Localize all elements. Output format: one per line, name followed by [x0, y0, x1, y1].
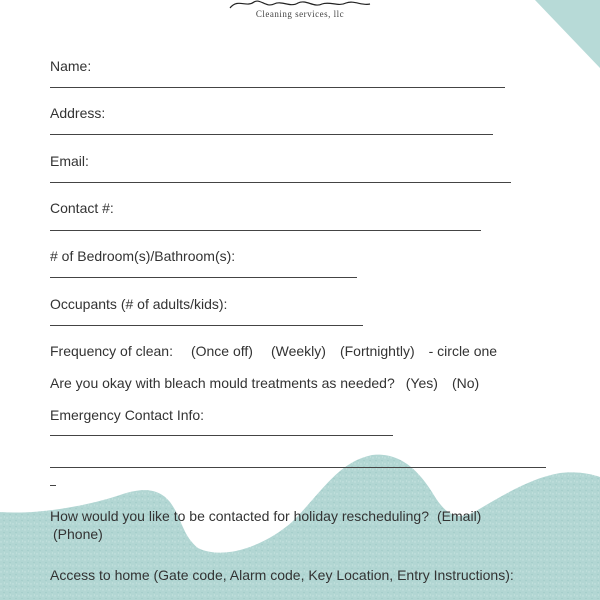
occupants-label: Occupants (# of adults/kids):	[50, 296, 228, 312]
company-subtitle: Cleaning services, llc	[255, 9, 345, 19]
contact-field-line[interactable]	[50, 230, 481, 231]
frequency-note: - circle one	[428, 343, 498, 359]
holiday-row	[50, 508, 481, 524]
contact-label: Contact #:	[50, 200, 114, 216]
name-label: Name:	[50, 58, 92, 74]
frequency-row	[50, 343, 497, 359]
bleach-question: Are you okay with bleach mould treatments as needed?	[50, 375, 395, 391]
access-label: Access to home (Gate code, Alarm code, Key Location, Entry Instructions):	[50, 567, 514, 583]
emergency-field-line-1[interactable]	[50, 435, 393, 436]
emergency-field-stub	[50, 485, 56, 486]
emergency-label: Emergency Contact Info:	[50, 407, 205, 423]
email-field-line[interactable]	[50, 182, 511, 183]
rooms-field-line[interactable]	[50, 277, 357, 278]
address-field-line[interactable]	[50, 134, 493, 135]
name-field-line[interactable]	[50, 87, 505, 88]
address-label: Address:	[50, 105, 106, 121]
frequency-option-weekly[interactable]: (Weekly)	[270, 343, 326, 359]
holiday-question: How would you like to be contacted for holiday rescheduling?	[50, 508, 430, 524]
holiday-option-phone[interactable]: (Phone)	[53, 526, 103, 542]
rooms-label: # of Bedroom(s)/Bathroom(s):	[50, 248, 236, 264]
holiday-option-email[interactable]: (Email)	[437, 508, 482, 524]
bleach-row	[50, 375, 479, 391]
frequency-label: Frequency of clean:	[50, 343, 173, 359]
bleach-option-no[interactable]: (No)	[451, 375, 480, 391]
email-label: Email:	[50, 153, 89, 169]
frequency-option-fortnightly[interactable]: (Fortnightly)	[339, 343, 415, 359]
frequency-option-once[interactable]: (Once off)	[190, 343, 253, 359]
bleach-option-yes[interactable]: (Yes)	[405, 375, 438, 391]
emergency-field-line-2[interactable]	[50, 467, 546, 468]
occupants-field-line[interactable]	[50, 325, 363, 326]
